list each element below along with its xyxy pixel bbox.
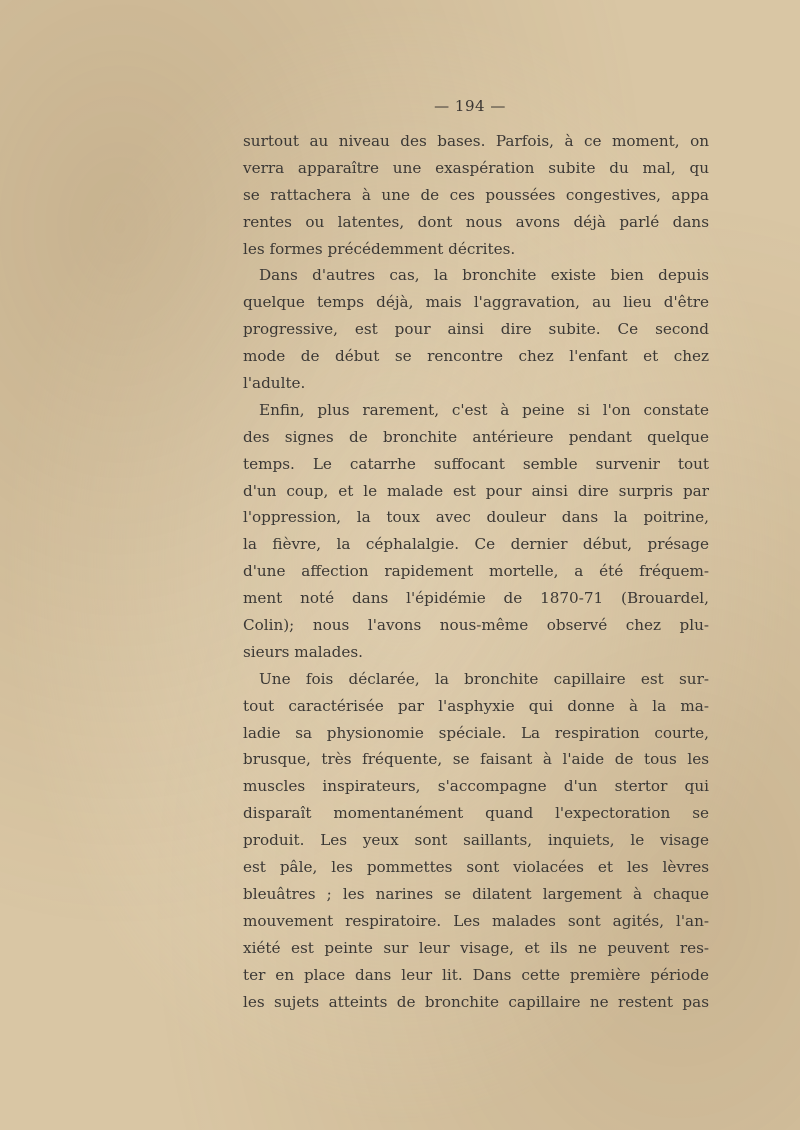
text-line: les sujets atteints de bronchite capillaire ne restent pas [243, 992, 709, 1011]
text-line: Une fois déclarée, la bronchite capillaire est sur- [259, 669, 709, 688]
text-line: ment noté dans l'épidémie de 1870-71 (Brouardel, [243, 589, 709, 608]
text-line: surtout au niveau des bases. Parfois, à ce moment, on [243, 132, 709, 150]
text-line: se rattachera à une de ces poussées congestives, appa [243, 185, 709, 204]
text-line: temps. Le catarrhe suffocant semble survenir tout [243, 454, 709, 473]
text-line: sieurs malades. [243, 642, 364, 661]
text-line: Enfin, plus rarement, c'est à peine si l'on constate [259, 400, 709, 419]
text-line: est pâle, les pommettes sont violacées et les lèvres [243, 858, 709, 877]
text-line: verra apparaître une exaspération subite du mal, qu [243, 158, 709, 177]
text-line: l'oppression, la toux avec douleur dans la poitrine, [243, 508, 709, 527]
text-line: l'adulte. [243, 374, 306, 393]
text-line: ladie sa physionomie spéciale. La respiration courte, [243, 723, 709, 742]
text-line: bleuâtres ; les narines se dilatent largement à chaque [243, 884, 709, 903]
text-line: produit. Les yeux sont saillants, inquiets, le visage [243, 831, 709, 850]
text-line: rentes ou latentes, dont nous avons déjà parlé dans [243, 212, 709, 231]
text-line: les formes précédemment décrites. [243, 239, 516, 258]
text-line: mode de début se rencontre chez l'enfant et chez [243, 347, 709, 366]
text-line: d'un coup, et le malade est pour ainsi dire surpris par [243, 481, 709, 500]
text-line: des signes de bronchite antérieure pendant quelque [243, 427, 709, 446]
text-line: progressive, est pour ainsi dire subite. Ce second [243, 320, 709, 339]
body-text [243, 128, 709, 1015]
text-line: Dans d'autres cas, la bronchite existe bien depuis [259, 266, 709, 285]
text-line: ter en place dans leur lit. Dans cette première période [243, 965, 709, 984]
text-line: disparaît momentanément quand l'expectoration se [243, 804, 709, 823]
text-line: mouvement respiratoire. Les malades sont agités, l'an- [243, 911, 709, 930]
text-line: brusque, très fréquente, se faisant à l'aide de tous les [243, 750, 709, 769]
text-line: quelque temps déjà, mais l'aggravation, au lieu d'être [243, 293, 709, 312]
text-line: Colin); nous l'avons nous-même observé chez plu- [243, 616, 709, 635]
text-line: tout caractérisée par l'asphyxie qui donne à la ma- [243, 696, 709, 715]
text-line: la fièvre, la céphalalgie. Ce dernier début, présage [243, 535, 709, 554]
text-line: xiété est peinte sur leur visage, et ils ne peuvent res- [243, 938, 709, 957]
page-number: — 194 — [434, 97, 506, 115]
text-line: muscles inspirateurs, s'accompagne d'un stertor qui [243, 777, 709, 796]
text-line: d'une affection rapidement mortelle, a été fréquem- [243, 562, 709, 581]
